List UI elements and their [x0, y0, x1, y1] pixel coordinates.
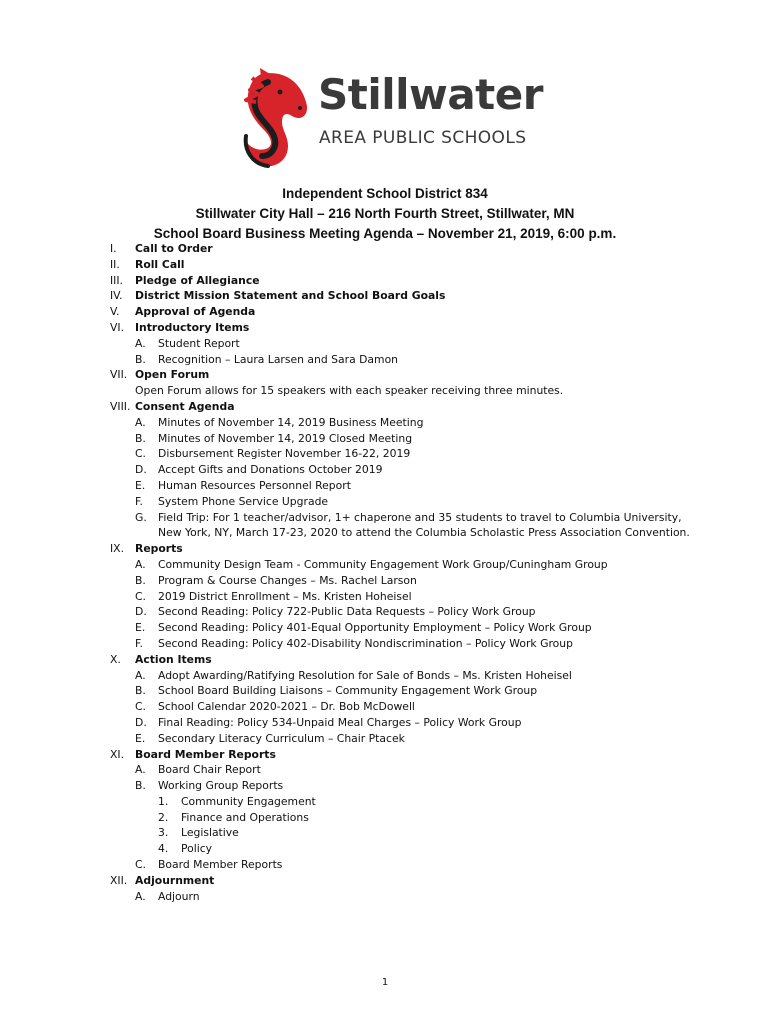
stallion-head-icon	[240, 64, 312, 170]
item-title: Roll Call	[135, 257, 185, 271]
subsubitem-text: Community Engagement	[181, 794, 316, 808]
agenda-subitem	[110, 668, 670, 684]
agenda-subitem	[110, 589, 670, 605]
subitem-letter: E.	[135, 621, 146, 635]
agenda-list	[110, 241, 690, 904]
subitem-letter: B.	[135, 684, 146, 698]
item-number: IV.	[110, 289, 123, 303]
item-number: XII.	[110, 873, 128, 887]
subitem-text: Community Design Team - Community Engagement Work Group/Cuningham Group	[158, 557, 608, 571]
subsubitem-text: Policy	[181, 842, 213, 856]
subitem-text: Recognition – Laura Larsen and Sara Damon	[158, 352, 399, 366]
item-title: Approval of Agenda	[135, 305, 256, 319]
logo-wordmark: Stillwater	[318, 70, 543, 119]
item-title: Open Forum	[135, 368, 210, 382]
subitem-letter: C.	[135, 589, 146, 603]
subitem-text: Disbursement Register November 16-22, 2019	[158, 447, 411, 461]
logo-subtitle: AREA PUBLIC SCHOOLS	[319, 128, 527, 148]
agenda-subitem	[110, 352, 670, 368]
district-name: Independent School District 834	[282, 186, 488, 201]
agenda-subsubitem	[110, 794, 670, 810]
subsubitem-number: 3.	[158, 826, 169, 840]
subitem-letter: A.	[135, 415, 146, 429]
subitem-text: Board Chair Report	[158, 763, 261, 777]
agenda-subsubitem	[110, 841, 670, 857]
item-title: Pledge of Allegiance	[135, 273, 260, 287]
subitem-text: Human Resources Personnel Report	[158, 478, 351, 492]
page-number: 1	[381, 977, 389, 988]
agenda-subitem	[110, 762, 670, 778]
subsubitem-number: 2.	[158, 810, 169, 824]
agenda-subitem	[110, 431, 670, 447]
meeting-location: Stillwater City Hall – 216 North Fourth Street, Stillwater, MN	[195, 206, 575, 221]
agenda-subitem	[110, 557, 670, 573]
subsubitem-number: 4.	[158, 842, 169, 856]
subitem-letter: B.	[135, 431, 146, 445]
agenda-subitem	[110, 636, 670, 652]
subitem-text: Adjourn	[158, 889, 200, 903]
agenda-subitem	[110, 620, 670, 636]
agenda-subitem	[110, 731, 670, 747]
subitem-letter: C.	[135, 858, 146, 872]
item-title: Action Items	[135, 652, 212, 666]
item-number: X.	[110, 652, 121, 666]
subsubitem-text: Finance and Operations	[181, 810, 309, 824]
item-number: VI.	[110, 320, 125, 334]
agenda-subsubitem	[110, 810, 670, 826]
agenda-item	[110, 257, 670, 273]
agenda-subitem	[110, 857, 670, 873]
agenda-subsubitem	[110, 825, 670, 841]
agenda-item	[110, 273, 670, 289]
subitem-text: Secondary Literacy Curriculum – Chair Ptacek	[158, 731, 405, 745]
agenda-item	[110, 399, 670, 415]
agenda-item	[110, 541, 670, 557]
subitem-letter: A.	[135, 889, 146, 903]
item-title: Call to Order	[135, 242, 213, 255]
item-number: II.	[110, 257, 120, 271]
subitem-text: 2019 District Enrollment – Ms. Kristen Hoheisel	[158, 589, 412, 603]
subitem-text: System Phone Service Upgrade	[158, 494, 329, 508]
subitem-text: Program & Course Changes – Ms. Rachel Larson	[158, 573, 417, 587]
agenda-item	[110, 304, 670, 320]
item-number: VIII.	[110, 399, 131, 413]
subitem-letter: D.	[135, 605, 147, 619]
item-title: Reports	[135, 542, 183, 556]
subitem-text: New York, NY, March 17-23, 2020 to attend the Columbia Scholastic Press Association Convention.	[158, 526, 690, 540]
subsubitem-text: Legislative	[181, 826, 239, 840]
subitem-letter: E.	[135, 731, 146, 745]
agenda-subitem	[110, 446, 670, 462]
subitem-letter: E.	[135, 478, 146, 492]
agenda-subitem-continuation	[110, 525, 690, 541]
meeting-title: School Board Business Meeting Agenda – November 21, 2019, 6:00 p.m.	[153, 226, 617, 241]
agenda-subitem	[110, 573, 670, 589]
subitem-text: School Board Building Liaisons – Community Engagement Work Group	[158, 684, 538, 698]
subitem-letter: F.	[135, 636, 143, 650]
subitem-text: Minutes of November 14, 2019 Closed Meeting	[158, 431, 413, 445]
item-number: XI.	[110, 747, 125, 761]
subitem-text: Field Trip: For 1 teacher/advisor, 1+ chaperone and 35 students to travel to Columbia University,	[158, 510, 682, 524]
item-number: I.	[110, 242, 117, 255]
agenda-item	[110, 873, 670, 889]
item-number: VII.	[110, 368, 128, 382]
subitem-letter: G.	[135, 510, 147, 524]
subitem-text: Final Reading: Policy 534-Unpaid Meal Charges – Policy Work Group	[158, 715, 522, 729]
subitem-letter: A.	[135, 557, 146, 571]
district-logo	[240, 64, 543, 172]
subitem-text: Board Member Reports	[158, 858, 283, 872]
subitem-text: Student Report	[158, 336, 240, 350]
subitem-text: Second Reading: Policy 401-Equal Opportunity Employment – Policy Work Group	[158, 621, 592, 635]
subitem-letter: B.	[135, 352, 146, 366]
item-title: Introductory Items	[135, 320, 250, 334]
subitem-text: Second Reading: Policy 402-Disability Nondiscrimination – Policy Work Group	[158, 636, 573, 650]
agenda-subitem	[110, 604, 670, 620]
subitem-text: Adopt Awarding/Ratifying Resolution for Sale of Bonds – Ms. Kristen Hoheisel	[158, 668, 572, 682]
agenda-item	[110, 241, 670, 257]
subitem-letter: A.	[135, 763, 146, 777]
agenda-subitem	[110, 336, 670, 352]
agenda-subitem	[110, 494, 670, 510]
agenda-subitem	[110, 778, 670, 794]
agenda-item	[110, 652, 670, 668]
item-title: Adjournment	[135, 873, 215, 887]
agenda-item	[110, 320, 670, 336]
subitem-letter: D.	[135, 463, 147, 477]
agenda-item	[110, 288, 670, 304]
subitem-letter: C.	[135, 447, 146, 461]
agenda-subitem	[110, 889, 670, 905]
item-title: Consent Agenda	[135, 399, 235, 413]
subitem-text: Working Group Reports	[158, 779, 284, 793]
subitem-letter: B.	[135, 573, 146, 587]
subitem-text: School Calendar 2020-2021 – Dr. Bob McDowell	[158, 700, 415, 714]
subitem-text: Minutes of November 14, 2019 Business Meeting	[158, 415, 424, 429]
subitem-letter: A.	[135, 668, 146, 682]
open-forum-note	[110, 383, 670, 399]
item-title: Board Member Reports	[135, 747, 276, 761]
agenda-subitem	[110, 699, 670, 715]
item-title: District Mission Statement and School Board Goals	[135, 289, 446, 303]
agenda-subitem	[110, 462, 670, 478]
item-number: III.	[110, 273, 123, 287]
subitem-letter: C.	[135, 700, 146, 714]
agenda-subitem	[110, 510, 682, 526]
subsubitem-number: 1.	[158, 794, 169, 808]
agenda-subitem	[110, 415, 670, 431]
agenda-header	[0, 184, 770, 244]
subitem-text: Accept Gifts and Donations October 2019	[158, 463, 383, 477]
agenda-subitem	[110, 683, 670, 699]
note-text: Open Forum allows for 15 speakers with each speaker receiving three minutes.	[135, 384, 564, 398]
subitem-text: Second Reading: Policy 722-Public Data Requests – Policy Work Group	[158, 605, 536, 619]
subitem-letter: B.	[135, 779, 146, 793]
item-number: IX.	[110, 542, 125, 556]
agenda-subitem	[110, 715, 670, 731]
agenda-item	[110, 747, 670, 763]
subitem-letter: A.	[135, 336, 146, 350]
agenda-item	[110, 367, 670, 383]
subitem-letter: D.	[135, 715, 147, 729]
item-number: V.	[110, 305, 120, 319]
subitem-letter: F.	[135, 494, 143, 508]
agenda-subitem	[110, 478, 670, 494]
